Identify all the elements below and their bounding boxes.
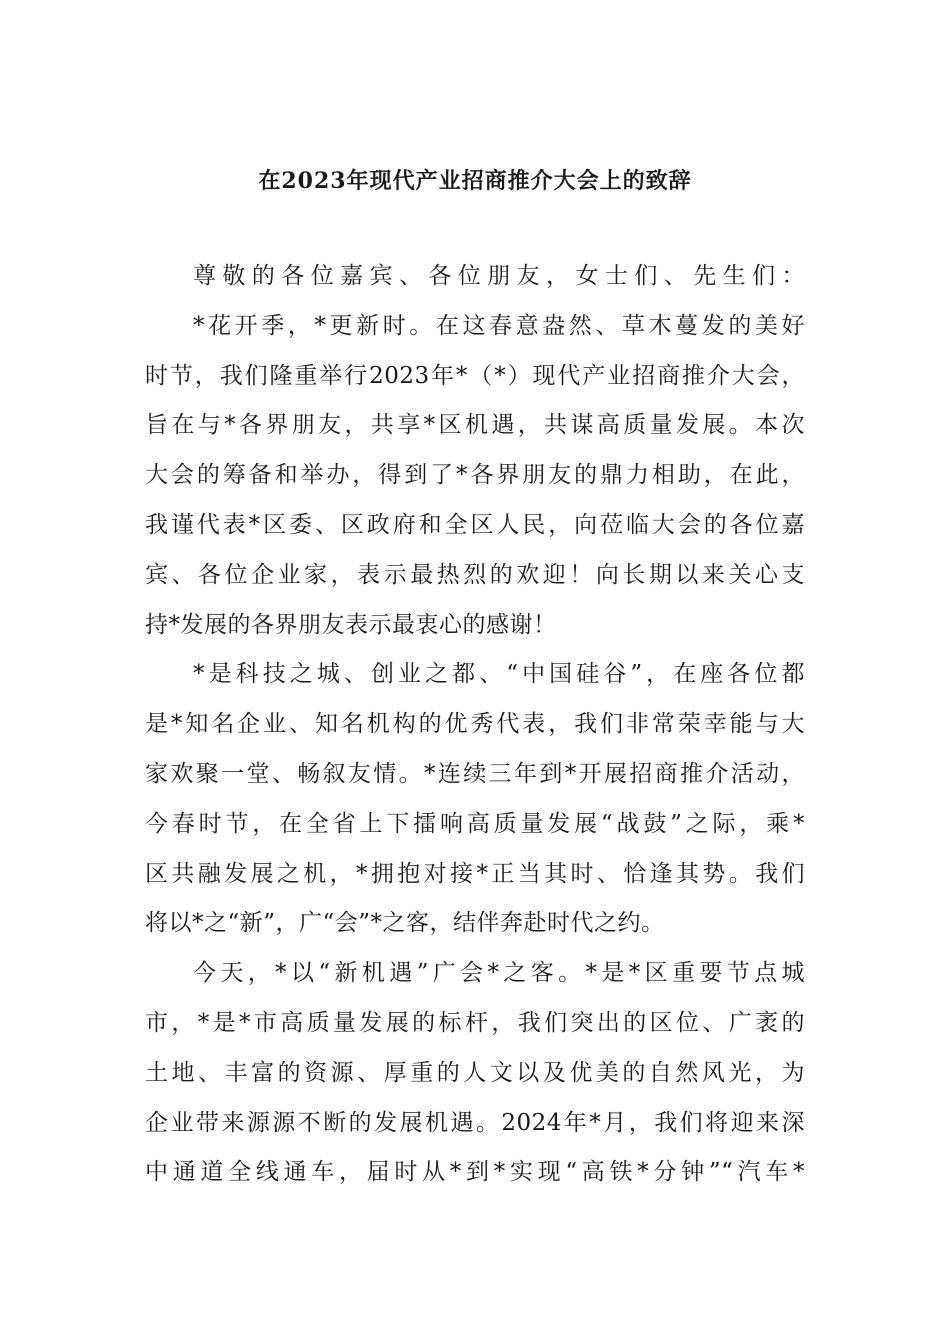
paragraph-3-line-4: 企业带来源源不断的发展机遇。2024年*月，我们将迎来深: [145, 1109, 805, 1136]
paragraph-1-line-4: 大会的筹备和举办，得到了*各界朋友的鼎力相助，在此，: [145, 462, 805, 489]
paragraph-1-line-6: 宾、各位企业家，表示最热烈的欢迎！向长期以来关心支: [145, 561, 805, 588]
paragraph-2-line-1: *是科技之城、创业之都、“中国硅谷”，在座各位都: [193, 661, 805, 688]
paragraph-1-line-1: *花开季，*更新时。在这春意盎然、草木蔓发的美好: [193, 312, 805, 339]
paragraph-3-line-1: 今天，*以“新机遇”广会*之客。*是*区重要节点城: [193, 960, 805, 987]
document-title: 在2023年现代产业招商推介大会上的致辞: [258, 168, 692, 194]
paragraph-1-line-7: 持*发展的各界朋友表示最衷心的感谢！: [145, 611, 557, 638]
paragraph-3-line-3: 土地、丰富的资源、厚重的人文以及优美的自然风光，为: [145, 1059, 805, 1086]
document-body: [145, 252, 805, 1198]
paragraph-1-line-5: 我谨代表*区委、区政府和全区人民，向莅临大会的各位嘉: [145, 511, 805, 538]
paragraph-2-line-6: 将以*之“新”，广“会”*之客，结伴奔赴时代之约。: [145, 910, 665, 937]
paragraph-1-line-3: 旨在与*各界朋友，共享*区机遇，共谋高质量发展。本次: [145, 412, 805, 439]
paragraph-3-line-2: 市，*是*市高质量发展的标杆，我们突出的区位、广袤的: [145, 1009, 805, 1036]
salutation-line: 尊敬的各位嘉宾、各位朋友，女士们、先生们：: [193, 263, 805, 289]
paragraph-1-line-2: 时节，我们隆重举行2023年*（*）现代产业招商推介大会，: [145, 362, 805, 389]
paragraph-2-line-4: 今春时节，在全省上下擂响高质量发展“战鼓”之际，乘*: [145, 810, 805, 837]
paragraph-2-line-5: 区共融发展之机，*拥抱对接*正当其时、恰逢其势。我们: [145, 860, 805, 887]
paragraph-3-line-5: 中通道全线通车，届时从*到*实现“高铁*分钟”“汽车*: [145, 1159, 805, 1186]
paragraph-2-line-2: 是*知名企业、知名机构的优秀代表，我们非常荣幸能与大: [145, 711, 805, 738]
paragraph-2-line-3: 家欢聚一堂、畅叙友情。*连续三年到*开展招商推介活动，: [145, 760, 805, 787]
